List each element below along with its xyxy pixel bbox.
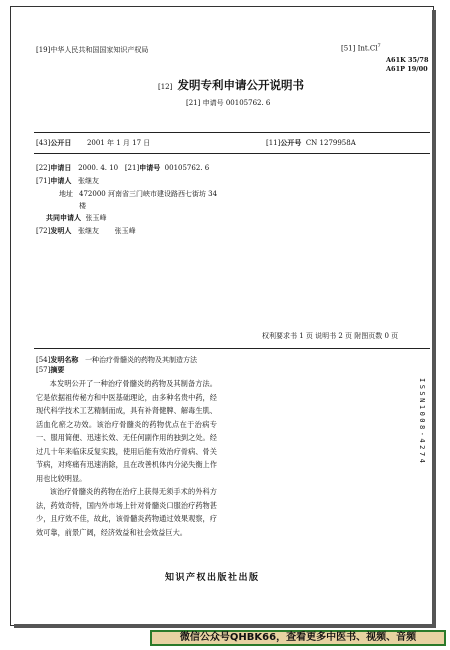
abstract-heading: [57]摘要 [36,365,65,374]
address-line-2: 楼 [79,202,86,210]
int-cl-label: [51] Int.Cl$^7$ [341,43,381,53]
page-shadow-right [432,10,436,628]
ipc-class-2: A61P 19/00 [386,65,428,73]
issn-vertical: ISSN1008-4274 [418,378,426,466]
invention-title-row: [54]发明名称 一种治疗骨髓炎的药物及其制造方法 [36,355,198,364]
country-heading: [19]中华人民共和国国家知识产权局 [36,46,149,54]
wechat-banner[interactable]: 微信公众号QHBK66，查看更多中医书、视频、音频 [150,630,446,646]
document-type-title: [12] 发明专利申请公开说明书 [158,78,304,92]
co-applicant-row: 共同申请人 张玉峰 [46,213,107,222]
publication-number: [11]公开号 CN 1279958A [266,138,356,147]
inventor-row: [72]发明人 张继友 张玉峰 [36,226,136,235]
address-label: 地址 [59,190,73,198]
page-shadow-bottom [14,624,436,628]
abstract-paragraph-2: 该治疗骨髓炎的药物在治疗上获得无须手术的外科方法，药效奇特，国内外市场上针对骨髓炎口服治疗药物甚少，且疗效不佳，故此，该骨髓炎药物通过效果观察，疗效可靠，前景广阔，经济效益和社会效益巨大。 [36,487,217,537]
applicant-row: [71]申请人 张继友 [36,176,100,185]
abstract-paragraph-1: 本发明公开了一种治疗骨髓炎的药物及其制备方法。它是依据祖传秘方和中医基础理论，由多种名贵中药，经现代科学技术工艺精制而成，具有补肾健脾、解毒生肌、活血化瘀之功效。该治疗骨髓炎的药物优点在于治病专一、服用简便、迅速长效、无任何副作用的独到之处。经过几十年来临床反复实践，使用后能有效治疗骨病、骨关节病，对疼痛有迅速消除，且在改善机体内分泌失衡上作用也比较明显。 [36,379,217,483]
ipc-class-1: A61K 35/78 [386,56,429,64]
address-line-1: 472000 河南省三门峡市建设路西七街坊 34 [79,190,218,198]
biblio-divider [34,153,430,154]
publisher: 知识产权出版社出版 [165,573,260,583]
publication-date: [43]公开日 2001 年 1 月 17 日 [36,138,151,147]
filing-date-row: [22]申请日 2000. 4. 10 [21]申请号 00105762. 6 [36,163,210,172]
header-divider [34,132,430,133]
abstract-body [36,377,217,539]
pages-info: 权利要求书 1 页 说明书 2 页 附图页数 0 页 [262,332,399,340]
application-number-header: [21] 申请号 00105762. 6 [186,99,271,107]
abstract-divider [34,348,430,349]
